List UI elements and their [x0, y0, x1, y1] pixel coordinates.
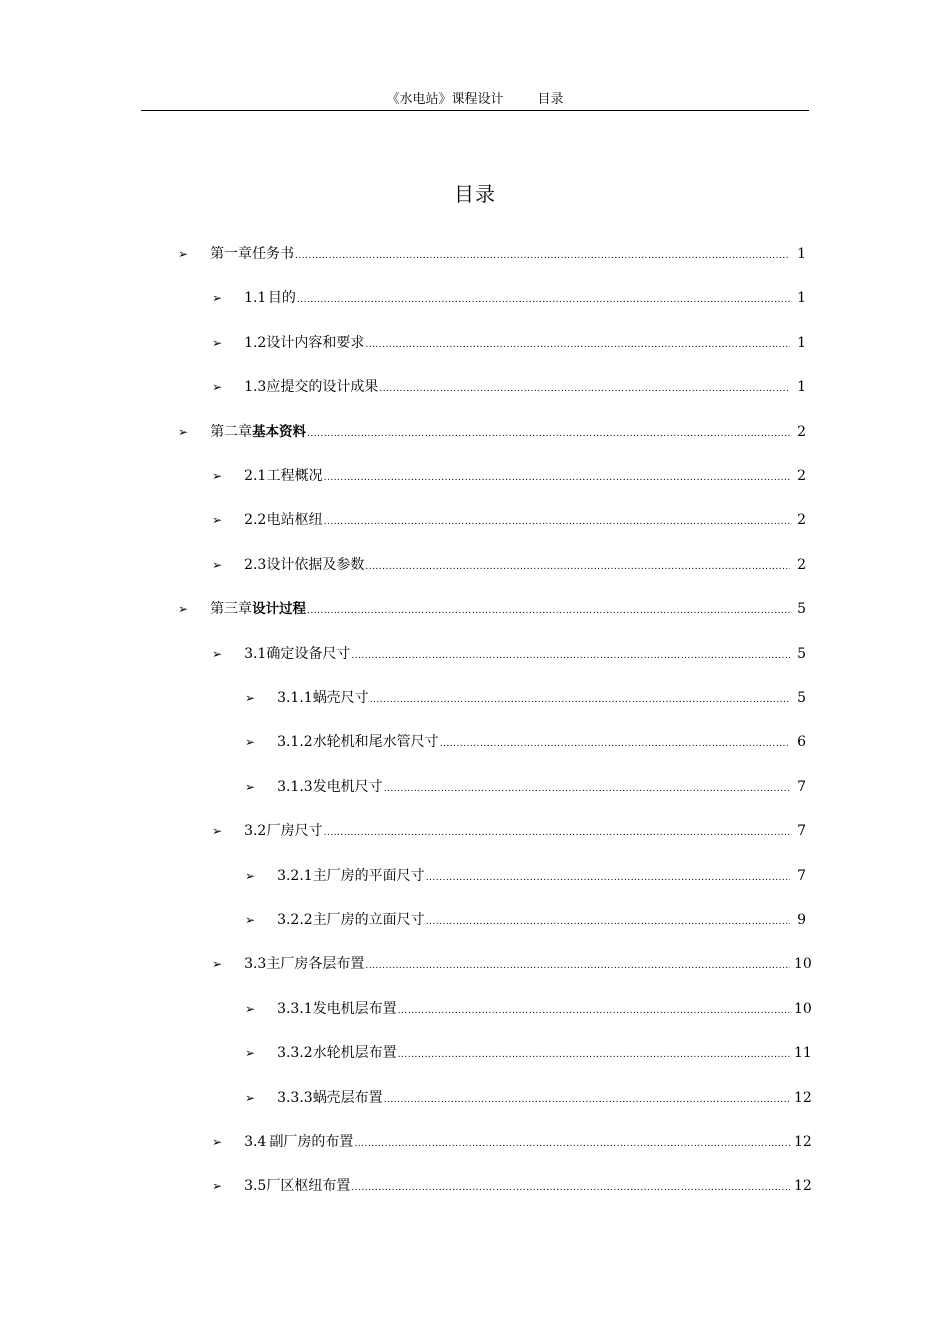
toc-entry-title: 水轮机和尾水管尺寸: [312, 734, 439, 751]
toc-entry-number: 3.3.1: [277, 1000, 313, 1017]
dot-leader: [370, 690, 790, 710]
dot-leader: [307, 601, 790, 621]
dot-leader: [426, 868, 790, 888]
toc-entry-number: 第一章: [210, 246, 253, 262]
bullet-arrow-icon: ➢: [212, 646, 223, 661]
toc-entry-title: 发电机层布置: [312, 1000, 397, 1017]
toc-entry-page-number: 12: [794, 1134, 812, 1150]
toc-entry-3-2[interactable]: [212, 821, 806, 841]
toc-entry-title: 蜗壳层布置: [312, 1089, 383, 1106]
bullet-arrow-icon: ➢: [245, 779, 256, 794]
toc-entry-title: 工程概况: [266, 468, 323, 484]
toc-entry-page-number: 1: [797, 246, 806, 262]
bullet-arrow-icon: ➢: [245, 913, 256, 927]
toc-entry-page-number: 12: [794, 1178, 812, 1195]
dot-leader: [426, 912, 790, 932]
toc-entry-3-1-1[interactable]: [245, 688, 806, 708]
dot-leader: [324, 468, 790, 488]
toc-entry-title: 主厂房的平面尺寸: [312, 867, 425, 884]
toc-entry-第三章[interactable]: [178, 599, 806, 619]
toc-entry-3-3-2[interactable]: [245, 1043, 812, 1063]
bullet-arrow-icon: ➢: [212, 824, 223, 839]
toc-entry-number: 3.2.2: [277, 912, 313, 928]
toc-entry-title: 设计内容和要求: [266, 334, 365, 351]
toc-entry-number: 3.4: [244, 1134, 267, 1150]
toc-entry-3-1-2[interactable]: [245, 732, 806, 752]
toc-entry-page-number: 10: [794, 956, 812, 973]
toc-entry-number: 3.2: [244, 823, 267, 840]
bullet-arrow-icon: ➢: [212, 557, 223, 572]
toc-entry-1-2[interactable]: [212, 333, 806, 353]
toc-entry-number: 3.3: [244, 956, 267, 973]
dot-leader: [398, 1045, 790, 1065]
dot-leader: [295, 246, 790, 266]
bullet-arrow-icon: ➢: [212, 513, 223, 528]
toc-entry-title: 基本资料: [252, 423, 307, 440]
bullet-arrow-icon: ➢: [212, 335, 223, 350]
bullet-arrow-icon: ➢: [212, 380, 223, 395]
toc-entry-number: 3.1: [244, 645, 267, 662]
header-course-title: 《水电站》课程设计: [386, 92, 504, 107]
bullet-arrow-icon: ➢: [212, 469, 223, 483]
dot-leader: [351, 1178, 790, 1198]
toc-entry-number: 3.1.1: [277, 690, 313, 706]
toc-entry-page-number: 2: [797, 556, 806, 573]
toc-entry-number: 1.3: [244, 379, 267, 396]
toc-entry-page-number: 12: [794, 1089, 812, 1106]
toc-entry-title: 设计过程: [252, 601, 307, 618]
bullet-arrow-icon: ➢: [245, 691, 256, 705]
dot-leader: [398, 1001, 790, 1021]
toc-entry-page-number: 11: [794, 1045, 812, 1062]
toc-entry-3-3-1[interactable]: [245, 999, 812, 1019]
bullet-arrow-icon: ➢: [245, 735, 256, 750]
toc-entry-page-number: 9: [797, 912, 806, 928]
toc-entry-number: 3.3.3: [277, 1089, 313, 1106]
toc-entry-page-number: 2: [797, 512, 806, 529]
bullet-arrow-icon: ➢: [178, 424, 189, 439]
bullet-arrow-icon: ➢: [178, 247, 189, 261]
toc-entry-page-number: 5: [797, 601, 806, 618]
toc-entry-3-3-3[interactable]: [245, 1088, 812, 1108]
toc-entry-page-number: 2: [797, 468, 806, 484]
toc-entry-title: 水轮机层布置: [312, 1045, 397, 1062]
toc-entry-page-number: 2: [797, 423, 806, 440]
toc-entry-number: 第三章: [210, 601, 253, 618]
toc-entry-title: 发电机尺寸: [312, 778, 383, 795]
dot-leader: [307, 424, 790, 444]
header-section-label: 目录: [537, 92, 564, 107]
page-header: [141, 90, 809, 111]
dot-leader: [379, 379, 790, 399]
toc-entry-number: 2.1: [244, 468, 267, 484]
toc-entry-page-number: 7: [797, 867, 806, 884]
dot-leader: [324, 823, 790, 843]
toc-entry-page-number: 7: [797, 778, 806, 795]
toc-entry-page-number: 7: [797, 823, 806, 840]
toc-entry-1-1[interactable]: [212, 288, 806, 308]
bullet-arrow-icon: ➢: [212, 1179, 223, 1194]
toc-entry-number: 3.5: [244, 1178, 267, 1195]
toc-entry-第二章[interactable]: [178, 422, 806, 442]
toc-entry-3-4[interactable]: [212, 1132, 812, 1152]
dot-leader: [354, 1134, 790, 1154]
dot-leader: [365, 335, 790, 355]
toc-entry-page-number: 1: [797, 334, 806, 351]
bullet-arrow-icon: ➢: [212, 957, 223, 972]
toc-entry-page-number: 5: [797, 645, 806, 662]
toc-entry-page-number: 1: [797, 290, 806, 307]
toc-entry-page-number: 5: [797, 690, 806, 706]
bullet-arrow-icon: ➢: [178, 602, 189, 617]
toc-entry-number: 2.3: [244, 556, 267, 573]
toc-entry-3-2-2[interactable]: [245, 910, 806, 930]
toc-entry-number: 1.1: [244, 290, 267, 307]
toc-entry-3-1-3[interactable]: [245, 777, 806, 797]
toc-entry-title: 主厂房的立面尺寸: [312, 912, 425, 928]
toc-entry-3-2-1[interactable]: [245, 866, 806, 886]
toc-entry-1-3[interactable]: [212, 377, 806, 397]
toc-entry-第一章[interactable]: [178, 244, 806, 264]
toc-entry-title: 厂区枢纽布置: [266, 1178, 351, 1195]
bullet-arrow-icon: ➢: [245, 1046, 256, 1061]
toc-entry-title: 任务书: [252, 246, 295, 262]
toc-entry-title: 主厂房各层布置: [266, 956, 365, 973]
toc-entry-3-1[interactable]: [212, 644, 806, 664]
toc-entry-title: 目的: [267, 290, 296, 307]
toc-entry-3-3[interactable]: [212, 954, 812, 974]
toc-entry-number: 3.1.3: [277, 778, 313, 795]
toc-entry-title: 电站枢纽: [266, 512, 323, 529]
toc-entry-number: 3.3.2: [277, 1045, 313, 1062]
dot-leader: [297, 290, 790, 310]
toc-entry-2-3[interactable]: [212, 555, 806, 575]
toc-entry-number: 第二章: [210, 423, 253, 440]
toc-entry-title: 设计依据及参数: [266, 556, 365, 573]
dot-leader: [365, 557, 790, 577]
bullet-arrow-icon: ➢: [245, 868, 256, 883]
dot-leader: [324, 512, 790, 532]
toc-entry-2-2[interactable]: [212, 510, 806, 530]
toc-entry-title: 厂房尺寸: [266, 823, 323, 840]
toc-entry-number: 3.2.1: [277, 867, 313, 884]
toc-entry-page-number: 1: [797, 379, 806, 396]
bullet-arrow-icon: ➢: [212, 1135, 223, 1149]
dot-leader: [351, 646, 790, 666]
toc-entry-title: 副厂房的布置: [269, 1134, 354, 1150]
toc-entry-2-1[interactable]: [212, 466, 806, 486]
toc-entry-number: 2.2: [244, 512, 267, 529]
toc-entry-title: 蜗壳尺寸: [312, 690, 369, 706]
toc-entry-number: 1.2: [244, 334, 267, 351]
dot-leader: [384, 779, 790, 799]
toc-entry-number: 3.1.2: [277, 734, 313, 751]
toc-title: 目录: [454, 182, 496, 206]
toc-entry-title: 应提交的设计成果: [266, 379, 379, 396]
bullet-arrow-icon: ➢: [212, 291, 223, 306]
bullet-arrow-icon: ➢: [245, 1090, 256, 1105]
toc-entry-3-5[interactable]: [212, 1176, 812, 1196]
toc-entry-title: 确定设备尺寸: [266, 645, 351, 662]
dot-leader: [384, 1090, 790, 1110]
toc-entry-page-number: 6: [797, 734, 806, 751]
toc-entry-page-number: 10: [794, 1000, 812, 1017]
dot-leader: [440, 734, 790, 754]
bullet-arrow-icon: ➢: [245, 1001, 256, 1016]
dot-leader: [365, 956, 790, 976]
